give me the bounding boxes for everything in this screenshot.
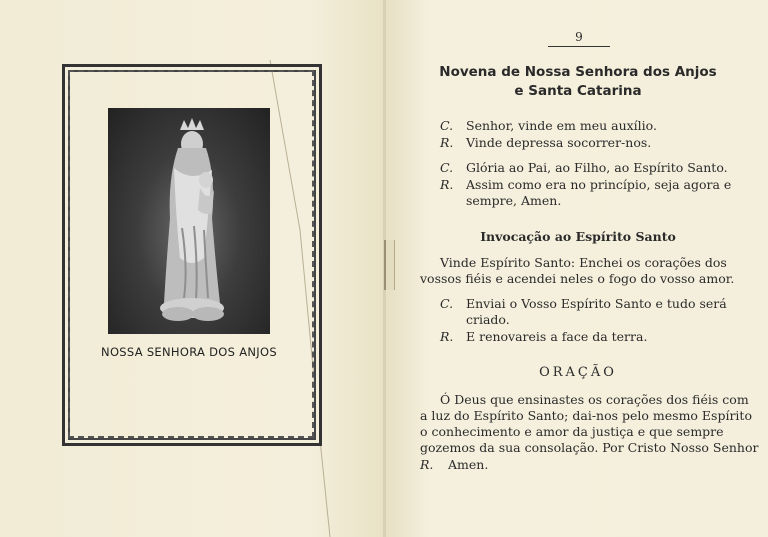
versicle-text: Glória ao Pai, ao Filho, ao Espírito Santo. <box>466 160 728 175</box>
versicle-label: R. <box>440 177 454 192</box>
invocation-text: vossos fiéis e acendei neles o fogo do vosso amor. <box>420 271 735 286</box>
versicle-label: R. <box>440 329 454 344</box>
page-number: 9 <box>548 30 610 47</box>
versicle-text: sempre, Amen. <box>466 193 562 208</box>
versicle-text: Enviai o Vosso Espírito Santo e tudo será <box>466 296 727 311</box>
versicle-text: E renovareis a face da terra. <box>466 329 648 344</box>
prayer-text: a luz do Espírito Santo; dai-nos pelo mesmo Espírito <box>420 408 752 423</box>
statue-caption: NOSSA SENHORA DOS ANJOS <box>101 345 277 359</box>
versicle-text: Senhor, vinde em meu auxílio. <box>466 118 657 133</box>
prayer-heading: ORAÇÃO <box>539 365 617 380</box>
title-line-1: Novena de Nossa Senhora dos Anjos <box>439 64 717 80</box>
title-line-2: e Santa Catarina <box>514 83 642 99</box>
versicle-text: Assim como era no princípio, seja agora e <box>466 177 732 192</box>
versicle-text: Vinde depressa socorrer-nos. <box>466 135 652 150</box>
prayer-text: Ó Deus que ensinastes os corações dos fiéis com <box>440 392 749 407</box>
invocation-text: Vinde Espírito Santo: Enchei os corações dos <box>440 255 727 270</box>
statue-illustration <box>108 108 270 334</box>
versicle-label: C. <box>440 160 454 175</box>
closing-label: R. <box>420 457 434 472</box>
prayer-text: gozemos da sua consolação. Por Cristo Nosso Senhor <box>420 440 759 455</box>
binding-staple <box>384 240 395 290</box>
versicle-label: C. <box>440 296 454 311</box>
madonna-statue-photo <box>108 108 270 334</box>
closing-text: Amen. <box>448 457 489 472</box>
invocation-heading: Invocação ao Espírito Santo <box>480 229 676 244</box>
versicle-label: C. <box>440 118 454 133</box>
versicle-label: R. <box>440 135 454 150</box>
page-title <box>422 63 734 101</box>
versicle-text: criado. <box>466 312 510 327</box>
prayer-text: o conhecimento e amor da justiça e que sempre <box>420 424 724 439</box>
